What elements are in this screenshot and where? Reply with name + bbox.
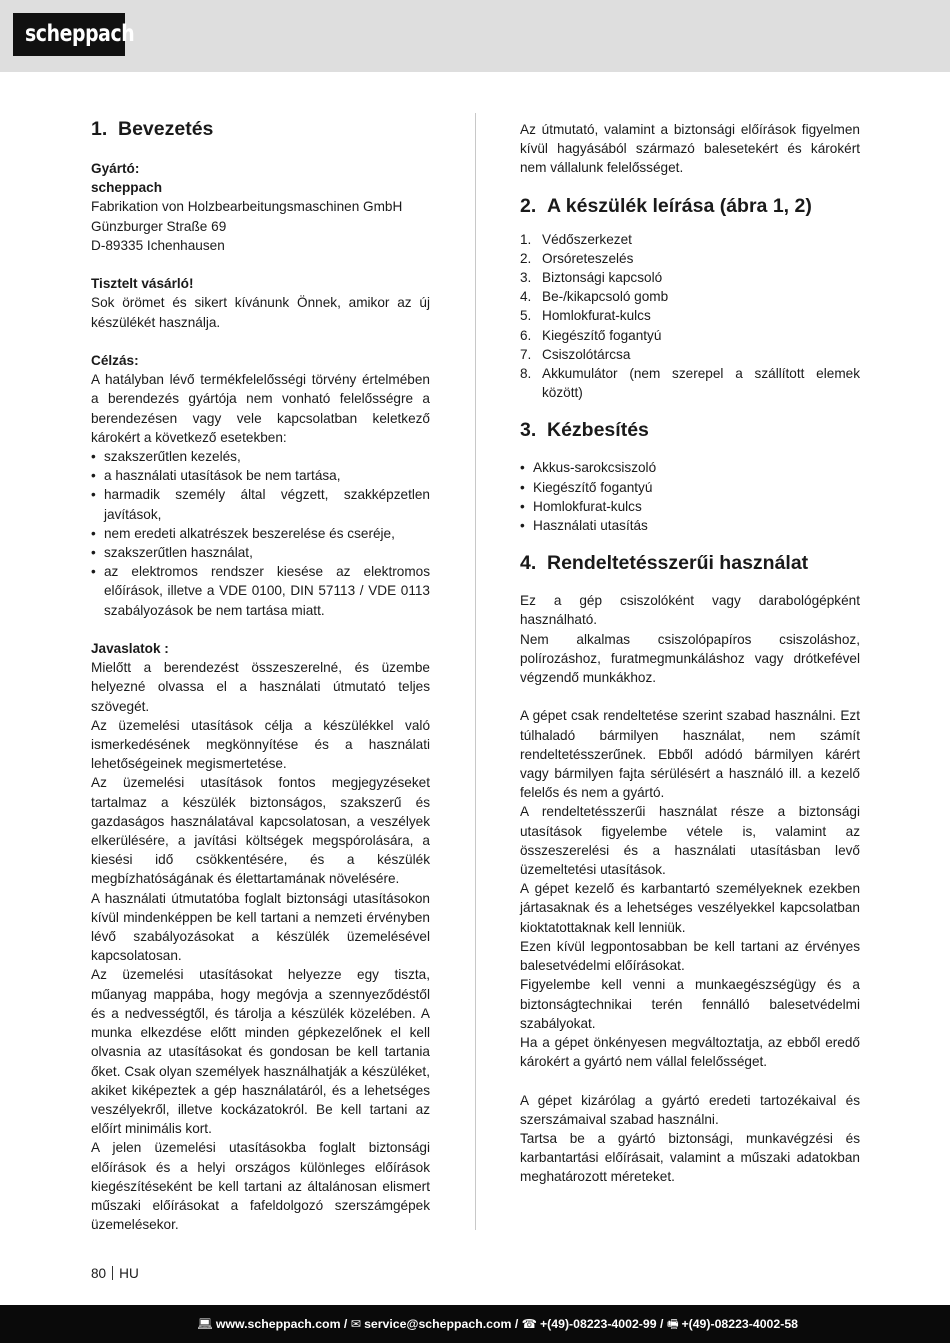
- fax-number: +(49)-08223-4002-58: [681, 1317, 798, 1331]
- recommendation-paragraph: Az üzemelési utasítások fontos megjegyzéseket tartalmaz a készülék biztonságos, szakszerű és gazdaságos használatával kapcsolatosan, a veszélyek elkerülésére, a javítási költségek megspórolására, a kiesési idő csökkentésére, és a készülék megbízhatóságának és élettartamának növelésére.: [91, 775, 430, 887]
- part-item: 4. Be-/kikapcsoló gomb: [520, 289, 669, 305]
- footer-bar: [0, 1305, 950, 1343]
- section-4-heading: 4. Rendeltetésszerűi használat: [520, 552, 809, 575]
- manufacturer-city: D-89335 Ichenhausen: [91, 237, 225, 253]
- usage-paragraph: Ez a gép csiszolóként vagy darabológépként használható.: [520, 593, 860, 628]
- usage-paragraph: Nem alkalmas csiszolópapíros csiszoláshoz, polírozáshoz, furatmegmunkáláshoz vagy drótkefével végzendő munkákhoz.: [520, 631, 860, 686]
- header-bar: [0, 0, 950, 72]
- target-label: Célzás:: [91, 353, 139, 368]
- recommendation-paragraph: Mielőtt a berendezést összeszerelné, és üzembe helyezné olvassa el a használati útmutató teljes szövegét.: [91, 660, 430, 714]
- usage-paragraph: Figyelembe kell venni a munkaegészségügy és a biztonságtechnikai terén fennálló balesetvédelmi szabályokat.: [520, 977, 860, 1031]
- part-item: 6. Kiegészítő fogantyú: [520, 327, 662, 343]
- right-column: [520, 120, 860, 1187]
- recommendation-paragraph: A jelen üzemelési utasításokba foglalt biztonsági előírások és a helyi országos különleges előírások kiegészítéseként be kell tartani az általánosan elismert műszaki előírásokat a fafeldolgozó szerszámgépek üzemelésekor.: [91, 1140, 430, 1233]
- list-item: • Homlokfurat-kulcs: [520, 497, 860, 516]
- phone-number: +(49)-08223-4002-99 /: [540, 1317, 664, 1331]
- list-item: • Kiegészítő fogantyú: [520, 478, 860, 497]
- parts-list: [520, 230, 860, 403]
- computer-icon: 💻︎: [197, 1317, 213, 1331]
- left-column: [91, 117, 430, 1234]
- target-text: A hatályban lévő termékfelelősségi törvény értelmében a berendezés gyártója nem vonható felelősségre a berendezésen vagy vele kapcsolatban keletkező károkért a következő esetekben:: [91, 372, 430, 445]
- part-item: 7. Csiszolótárcsa: [520, 346, 631, 362]
- list-item: • szakszerűtlen használat,: [91, 543, 430, 562]
- usage-paragraph: A rendeltetésszerűi használat része a biztonsági utasítások figyelembe vétele is, valamint az összeszerelési és a használati utasításban levő üzemeltetési utasítások.: [520, 804, 860, 878]
- list-item: • Akkus-sarokcsiszoló: [520, 458, 860, 477]
- usage-paragraph: Ezen kívül legpontosabban be kell tartani az érvényes balesetvédelmi előírásokat.: [520, 938, 860, 974]
- list-item: • Használati utasítás: [520, 516, 860, 535]
- recommendation-paragraph: Az üzemelési utasítások célja a készülékkel való ismerkedésének megkönnyítése és a használati lehetőségeinek megismertetése.: [91, 717, 430, 772]
- usage-paragraph: A gépet csak rendeltetése szerint szabad használni. Ezt túlhaladó bármilyen használat, nem számít rendeltetésszerűnek. Ebből adódó bármilyen kárért vagy bármilyen fajta sérülésért a használó ill. a kezelő felelős és nem a gyártó.: [520, 708, 860, 801]
- manufacturer-name: scheppach: [91, 180, 163, 196]
- page-number: 80 HU: [91, 1266, 139, 1281]
- list-item: • szakszerűtlen kezelés,: [91, 447, 430, 466]
- usage-paragraph: Ha a gépet önkényesen megváltoztatja, az ebből eredő károkért a gyártó nem vállal felelősséget.: [520, 1034, 860, 1070]
- recommendation-paragraph: A használati útmutatóba foglalt biztonsági utasításokon kívül mindenképpen be kell tartani a nemzeti érvényben lévő szabályozásokat a készülék üzemelésével kapcsolatosan.: [91, 890, 430, 964]
- phone-icon: ☎︎: [521, 1317, 537, 1331]
- dear-customer-text: Sok örömet és sikert kívánunk Önnek, amikor az új készülékét használja.: [91, 295, 430, 330]
- manufacturer-company: Fabrikation von Holzbearbeitungsmaschinen GmbH: [91, 199, 403, 215]
- website-link[interactable]: www.scheppach.com /: [215, 1317, 348, 1331]
- mail-icon: ✉︎: [350, 1317, 362, 1331]
- list-item: • nem eredeti alkatrészek beszerelése és cseréje,: [91, 524, 430, 543]
- section-2-heading: 2. A készülék leírása (ábra 1, 2): [520, 194, 812, 217]
- section-3-heading: 3. Kézbesítés: [520, 419, 649, 442]
- column-divider: [475, 113, 476, 1230]
- manufacturer-label: Gyártó:: [91, 161, 140, 176]
- part-item: 2. Orsóreteszelés: [520, 250, 634, 266]
- recommendations-label: Javaslatok :: [91, 641, 169, 657]
- disclaimer-text: Az útmutató, valamint a biztonsági előírások figyelmen kívül hagyásából származó balesetekért és károkért nem vállalunk felelősséget.: [520, 122, 860, 176]
- usage-paragraph: A gépet kizárólag a gyártó eredeti tartozékaival és szerszámaival szabad használni.: [520, 1092, 860, 1127]
- section-1-heading: 1. Bevezetés: [91, 118, 214, 140]
- part-item: 8. Akkumulátor (nem szerepel a szállított elemek között): [520, 366, 860, 401]
- usage-paragraph: Tartsa be a gyártó biztonsági, munkavégzési és karbantartási előírásait, valamint a műszaki adatokban meghatározott méreteket.: [520, 1130, 860, 1185]
- list-item: • a használati utasítások be nem tartása,: [91, 466, 430, 485]
- part-item: 1. Védőszerkezet: [520, 231, 632, 247]
- part-item: 3. Biztonsági kapcsoló: [520, 270, 663, 286]
- list-item: • az elektromos rendszer kiesése az elektromos előírások, illetve a VDE 0100, DIN 57113 / VDE 0113 szabályozások be nem tartása miatt.: [91, 562, 430, 620]
- liability-exclusion-list: [91, 447, 430, 620]
- list-item: • harmadik személy által végzett, szakképzetlen javítások,: [91, 485, 430, 523]
- dear-customer-label: Tisztelt vásárló!: [91, 276, 194, 292]
- email-link[interactable]: service@scheppach.com /: [364, 1317, 519, 1331]
- manufacturer-street: Günzburger Straße 69: [91, 218, 227, 234]
- recommendation-paragraph: Az üzemelési utasításokat helyezze egy tiszta, műanyag mappába, hogy megóvja a szennyeződéstől és a nedvességtől, és tárolja a készülék közelében. A munka elkezdése előtt minden gépkezelőnek el kell olvasnia az utasításokat és gondosan be kell tartania őket. Csak olyan személyek használhatják a készüléket, akiket kiképeztek a gép használatáról, és a lehetséges veszélyekről, illetve kockázatokról. Be kell tartani az előírt minimális kort.: [91, 967, 430, 1137]
- usage-paragraph: A gépet kezelő és karbantartó személyeknek ezekben jártasaknak és a lehetséges veszélyekkel kapcsolatban kioktatottaknak kell lenniük.: [520, 881, 860, 935]
- part-item: 5. Homlokfurat-kulcs: [520, 308, 651, 324]
- delivery-list: [520, 458, 860, 535]
- scheppach-logo: scheppach: [13, 13, 125, 56]
- fax-icon: 🖷︎: [666, 1317, 679, 1331]
